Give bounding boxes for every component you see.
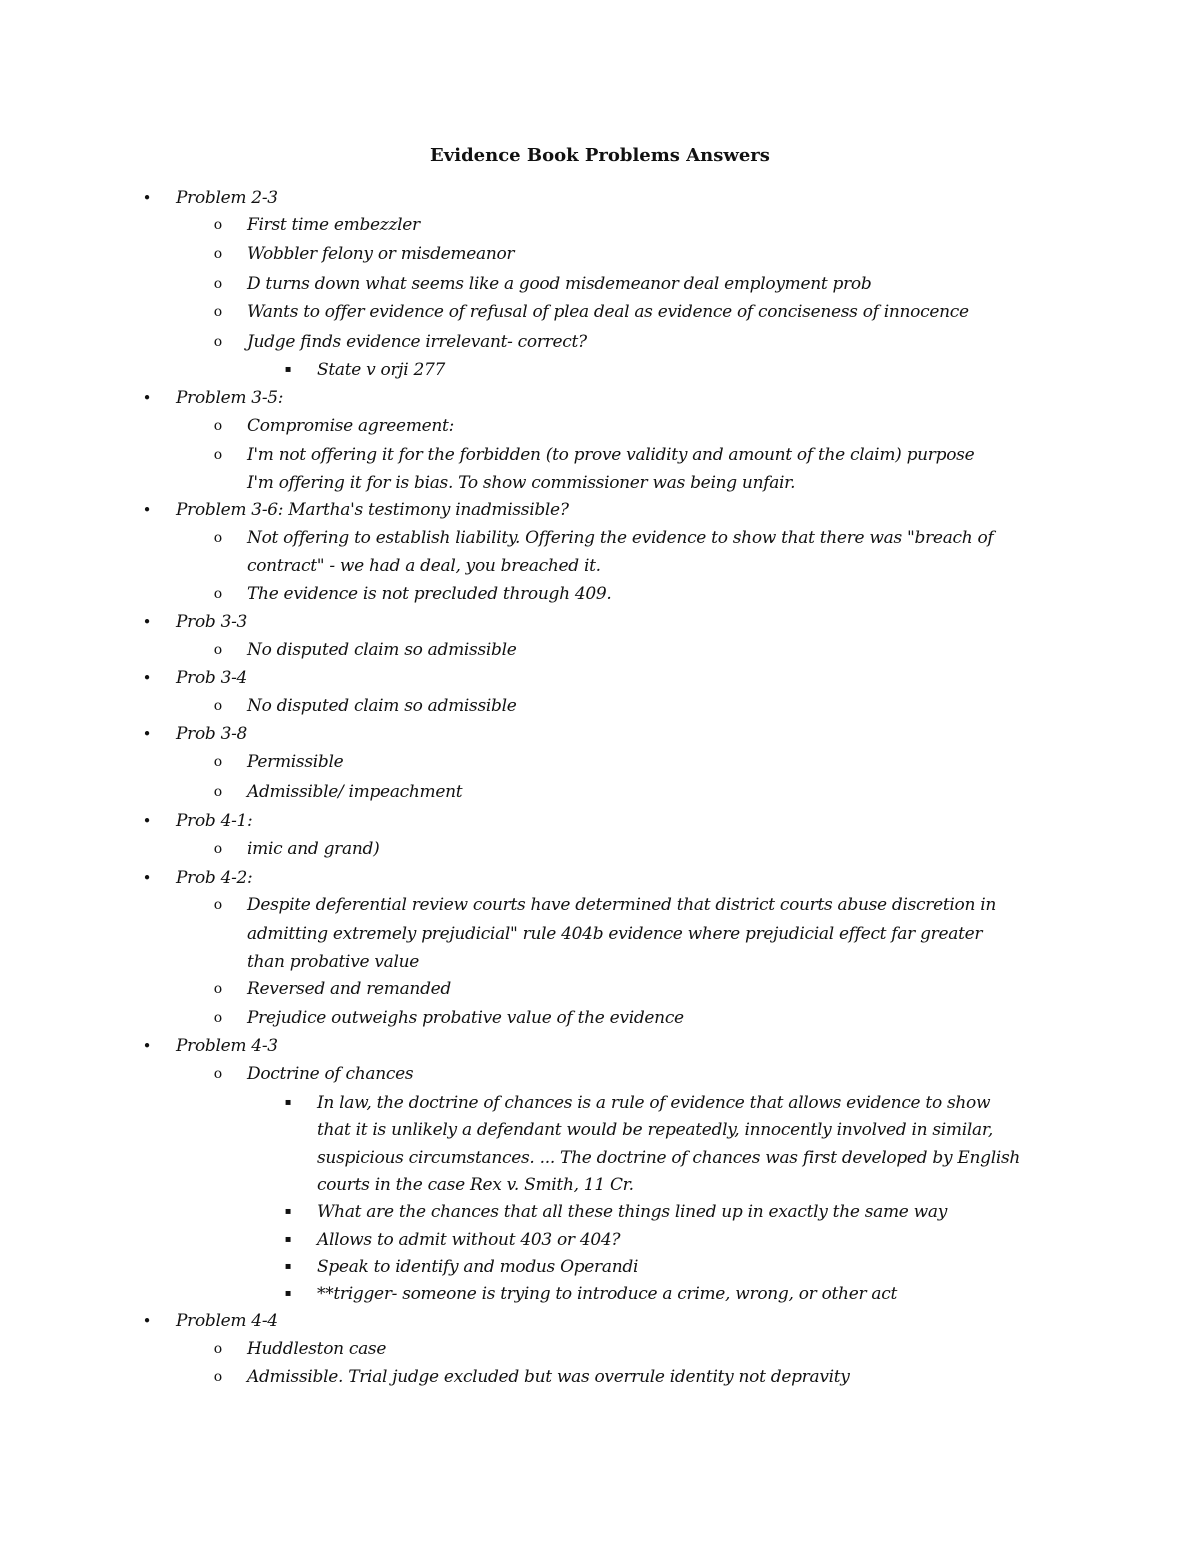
list-item [0, 864, 1200, 892]
bullet-marker: o [213, 217, 223, 233]
list-item-text: Prob 4-1: [176, 811, 253, 831]
list-item-text: No disputed claim so admissible [247, 696, 517, 716]
bullet-marker: o [213, 642, 223, 658]
bullet-marker: o [213, 418, 223, 434]
list-item-text: Judge finds evidence irrelevant- correct? [247, 332, 587, 352]
list-item-text: Despite deferential review courts have determined that district courts abuse discretion in [247, 895, 996, 915]
list-item [0, 524, 1200, 552]
list-item [0, 1060, 1200, 1088]
list-item [0, 1280, 1200, 1308]
bullet-marker: • [142, 613, 152, 631]
list-item-text: Doctrine of chances [247, 1064, 414, 1084]
list-item [0, 608, 1200, 636]
list-item-text: Allows to admit without 403 or 404? [317, 1230, 621, 1250]
bullet-marker: o [213, 304, 223, 320]
list-item [0, 298, 1200, 326]
list-item [0, 891, 1200, 919]
list-item-text: I'm offering it for is bias. To show commissioner was being unfair. [247, 473, 796, 493]
list-item [0, 328, 1200, 356]
list-item-text: Problem 2-3 [176, 188, 278, 208]
list-item-text: The evidence is not precluded through 409. [247, 584, 612, 604]
list-item-text: Prob 3-3 [176, 612, 248, 632]
list-item [0, 692, 1200, 720]
bullet-marker: o [213, 447, 223, 463]
list-item [0, 412, 1200, 440]
list-item-text: Prob 3-4 [176, 668, 248, 688]
bullet-marker: o [213, 784, 223, 800]
list-item [0, 975, 1200, 1003]
bullet-marker: o [213, 754, 223, 770]
list-item [0, 720, 1200, 748]
list-item [0, 384, 1200, 412]
list-item-text: State v orji 277 [317, 360, 446, 380]
list-item [0, 1032, 1200, 1060]
bullet-marker: • [142, 725, 152, 743]
list-item-continuation [0, 1171, 1200, 1199]
list-item-text: Reversed and remanded [247, 979, 452, 999]
list-item-text: Problem 4-3 [176, 1036, 278, 1056]
bullet-marker: • [142, 189, 152, 207]
bullet-marker: o [213, 698, 223, 714]
bullet-marker: o [213, 1066, 223, 1082]
list-item-text: No disputed claim so admissible [247, 640, 517, 660]
list-item [0, 835, 1200, 863]
list-item-text: Compromise agreement: [247, 416, 455, 436]
list-item [0, 1004, 1200, 1032]
list-item [0, 1089, 1200, 1117]
list-item-text: **trigger- someone is trying to introduce a crime, wrong, or other act [317, 1284, 897, 1304]
list-item [0, 664, 1200, 692]
list-item-text: Problem 3-5: [176, 388, 284, 408]
list-item-text: Wants to offer evidence of refusal of plea deal as evidence of conciseness of innocence [247, 302, 969, 322]
bullet-marker: • [142, 1037, 152, 1055]
bullet-marker: • [142, 812, 152, 830]
list-item-text: In law, the doctrine of chances is a rule of evidence that allows evidence to show [317, 1093, 991, 1113]
bullet-marker: ▪ [284, 1234, 292, 1245]
list-item-text: D turns down what seems like a good misdemeanor deal employment prob [247, 274, 872, 294]
list-item [0, 270, 1200, 298]
bullet-marker: o [213, 1341, 223, 1357]
list-item-continuation [0, 552, 1200, 580]
list-item-text: that it is unlikely a defendant would be repeatedly, innocently involved in similar, [317, 1120, 993, 1140]
bullet-marker: o [213, 246, 223, 262]
list-item [0, 778, 1200, 806]
list-item-text: suspicious circumstances. ... The doctrine of chances was first developed by English [317, 1148, 1021, 1168]
list-item-text: Huddleston case [247, 1339, 387, 1359]
list-item-text: Permissible [247, 752, 344, 772]
list-item [0, 807, 1200, 835]
list-item-text: contract" - we had a deal, you breached it. [247, 556, 601, 576]
list-item [0, 1335, 1200, 1363]
list-item-text: admitting extremely prejudicial" rule 404b evidence where prejudicial effect far greater [247, 924, 983, 944]
list-item-text: Prob 4-2: [176, 868, 253, 888]
list-item [0, 636, 1200, 664]
list-item-text: than probative value [247, 952, 420, 972]
list-item-continuation [0, 469, 1200, 497]
bullet-marker: o [213, 981, 223, 997]
bullet-marker: • [142, 669, 152, 687]
bullet-marker: o [213, 334, 223, 350]
bullet-marker: • [142, 389, 152, 407]
bullet-marker: ▪ [284, 1261, 292, 1272]
bullet-marker: o [213, 530, 223, 546]
bullet-marker: o [213, 897, 223, 913]
list-item-continuation [0, 920, 1200, 948]
list-item-text: Problem 3-6: Martha's testimony inadmissible? [176, 500, 569, 520]
list-item [0, 748, 1200, 776]
list-item-continuation [0, 1116, 1200, 1144]
list-item [0, 441, 1200, 469]
list-item-text: Speak to identify and modus Operandi [317, 1257, 639, 1277]
list-item-text: Wobbler felony or misdemeanor [247, 244, 515, 264]
list-item-text: What are the chances that all these things lined up in exactly the same way [317, 1202, 948, 1222]
list-item-text: Not offering to establish liability. Offering the evidence to show that there was "breach of [247, 528, 994, 548]
bullet-marker: o [213, 276, 223, 292]
bullet-marker: o [213, 841, 223, 857]
bullet-marker: o [213, 1010, 223, 1026]
bullet-marker: • [142, 501, 152, 519]
bullet-marker: o [213, 586, 223, 602]
list-item-text: Admissible/ impeachment [247, 782, 463, 802]
list-item-text: Prob 3-8 [176, 724, 248, 744]
list-item-text: Prejudice outweighs probative value of the evidence [247, 1008, 684, 1028]
list-item [0, 1253, 1200, 1281]
list-item [0, 1307, 1200, 1335]
list-item-continuation [0, 1144, 1200, 1172]
bullet-marker: ▪ [284, 1288, 292, 1299]
list-item-text: I'm not offering it for the forbidden (to prove validity and amount of the claim) purpose [247, 445, 975, 465]
list-item [0, 184, 1200, 212]
list-item [0, 1363, 1200, 1391]
bullet-marker: • [142, 869, 152, 887]
list-item [0, 211, 1200, 239]
list-item [0, 356, 1200, 384]
list-item-continuation [0, 948, 1200, 976]
list-item [0, 496, 1200, 524]
bullet-marker: ▪ [284, 364, 292, 375]
list-item-text: First time embezzler [247, 215, 420, 235]
bullet-marker: • [142, 1312, 152, 1330]
bullet-marker: o [213, 1369, 223, 1385]
bullet-marker: ▪ [284, 1206, 292, 1217]
list-item-text: Problem 4-4 [176, 1311, 278, 1331]
bullet-marker: ▪ [284, 1097, 292, 1108]
list-item [0, 240, 1200, 268]
list-item-text: imic and grand) [247, 839, 380, 859]
page-title: Evidence Book Problems Answers [430, 145, 770, 166]
list-item [0, 580, 1200, 608]
list-item [0, 1198, 1200, 1226]
list-item-text: courts in the case Rex v. Smith, 11 Cr. [317, 1175, 634, 1195]
list-item-text: Admissible. Trial judge excluded but was overrule identity not depravity [247, 1367, 850, 1387]
list-item [0, 1226, 1200, 1254]
